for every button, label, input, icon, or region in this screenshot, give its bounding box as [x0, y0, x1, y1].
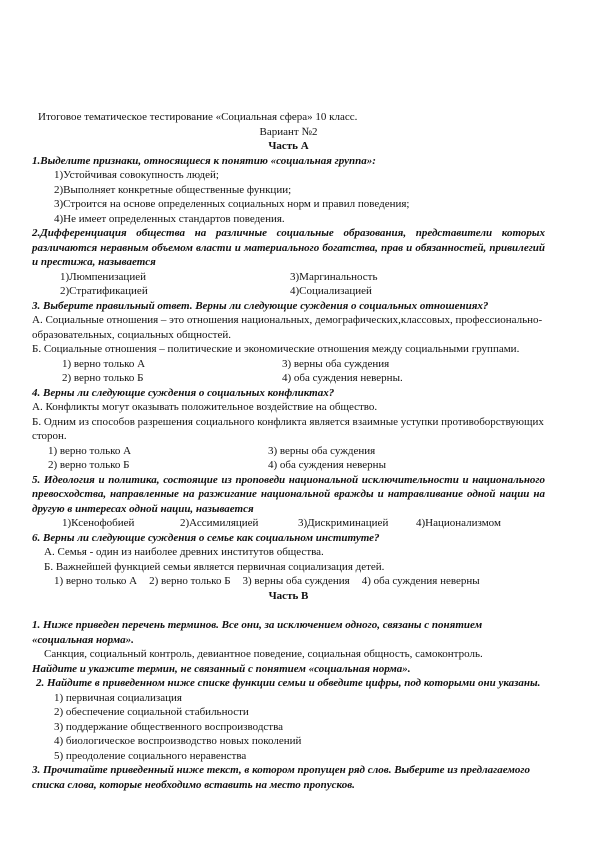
- q5-prompt: 5. Идеология и политика, состоящие из проповеди национальной исключительности и национального превосходства, направленные на разжигание национальной вражды и натравливание одной нации на другую в интересах одной нации, называется: [32, 473, 545, 515]
- q5-option-1: 1)Ксенофобией: [62, 517, 135, 529]
- q4-option-1: 1) верно только А: [48, 444, 132, 457]
- q3-options: [32, 357, 545, 386]
- q3-prompt: 3. Выберите правильный ответ. Верны ли следующие суждения о социальных отношениях?: [32, 299, 489, 312]
- q6-option-3: 3) верны оба суждения: [242, 575, 350, 587]
- q5-option-3: 3)Дискриминацией: [298, 517, 389, 529]
- q6-options: [32, 574, 545, 589]
- q1-option-1: 1)Устойчивая совокупность людей;: [54, 169, 219, 181]
- q6-option-2: 2) верно только Б: [149, 575, 231, 587]
- q1-option-4: 4)Не имеет определенных стандартов поведения.: [54, 212, 285, 225]
- b2-option-1: 1) первичная социализация: [54, 691, 182, 704]
- q4-options: [32, 444, 545, 473]
- b2-prompt: 2. Найдите в приведенном ниже списке функции семьи и обведите цифры, под которыми они указаны.: [36, 677, 541, 689]
- b1-terms: Санкция, социальный контроль, девиантное поведение, социальная общность, самоконтроль.: [44, 648, 483, 660]
- q3-statement-a: А. Социальные отношения – это отношения национальных, демографических,классовых, профессионально-образовательных, социальных общностей.: [32, 314, 543, 341]
- q6-statement-b: Б. Важнейшей функцией семьи является первичная социализация детей.: [44, 560, 385, 573]
- b1-task: Найдите и укажите термин, не связанный с понятием «социальная норма».: [32, 662, 411, 675]
- q1-option-3: 3)Строится на основе определенных социальных норм и правил поведения;: [54, 198, 410, 210]
- q6-option-1: 1) верно только А: [54, 575, 138, 587]
- q4-statement-b: Б. Одним из способов разрешения социального конфликта является взаимные уступки противоборствующих сторон.: [32, 415, 544, 442]
- b1-prompt: 1. Ниже приведен перечень терминов. Все они, за исключением одного, связаны с понятием «социальная норма».: [32, 619, 483, 646]
- q3-statement-b: Б. Социальные отношения – политические и экономические отношения между социальными группами.: [32, 343, 520, 355]
- q4-option-2: 2) верно только Б: [48, 459, 130, 471]
- part-b-title: Часть В: [268, 589, 309, 602]
- q2-option-3: 3)Маргинальность: [290, 270, 378, 283]
- q4-statement-a: А. Конфликты могут оказывать положительное воздействие на общество.: [32, 401, 378, 413]
- q2-option-4: 4)Социализацией: [290, 285, 372, 297]
- q1-option-2: 2)Выполняет конкретные общественные функции;: [54, 183, 292, 196]
- q3-option-2: 2) верно только Б: [62, 372, 144, 384]
- q6-option-4: 4) оба суждения неверны: [361, 575, 480, 587]
- test-page: [32, 110, 545, 792]
- variant-label: Вариант №2: [259, 125, 318, 138]
- q6-statement-a: А. Семья - один из наиболее древних институтов общества.: [44, 546, 324, 558]
- q2-option-1: 1)Люмпенизацией: [60, 270, 146, 283]
- b2-option-5: 5) преодоление социального неравенства: [54, 749, 247, 762]
- q3-option-3: 3) верны оба суждения: [282, 357, 390, 370]
- q3-option-4: 4) оба суждения неверны.: [282, 372, 403, 384]
- q4-option-3: 3) верны оба суждения: [268, 444, 376, 457]
- q2-options: [32, 270, 545, 299]
- b3-prompt: 3. Прочитайте приведенный ниже текст, в котором пропущен ряд слов. Выберите из предлагаемого списка слова, которые необходимо вставить на место пропусков.: [32, 764, 530, 791]
- q5-options: [32, 516, 545, 531]
- q4-prompt: 4. Верны ли следующие суждения о социальных конфликтах?: [32, 386, 335, 399]
- part-a-title: Часть А: [268, 140, 309, 152]
- q6-prompt: 6. Верны ли следующие суждения о семье как социальном институте?: [32, 531, 380, 544]
- q2-prompt: 2.Дифференциация общества на различные социальные образования, представители которых различаются неравным объемом власти и материального богатства, прав и обязанностей, привилегий и престижа, называется: [32, 227, 545, 268]
- q3-option-1: 1) верно только А: [62, 357, 146, 370]
- q4-option-4: 4) оба суждения неверны: [268, 459, 386, 471]
- q5-option-4: 4)Национализмом: [416, 517, 501, 529]
- page-title: Итоговое тематическое тестирование «Социальная сфера» 10 класс.: [38, 111, 358, 123]
- q1-prompt: 1.Выделите признаки, относящиеся к понятию «социальная группа»:: [32, 154, 376, 167]
- q5-option-2: 2)Ассимиляцией: [180, 517, 259, 529]
- q2-option-2: 2)Стратификацией: [60, 285, 148, 297]
- b2-option-2: 2) обеспечение социальной стабильности: [54, 706, 249, 718]
- b2-option-4: 4) биологическое воспроизводство новых поколений: [54, 735, 302, 747]
- b2-option-3: 3) поддержание общественного воспроизводства: [54, 720, 284, 733]
